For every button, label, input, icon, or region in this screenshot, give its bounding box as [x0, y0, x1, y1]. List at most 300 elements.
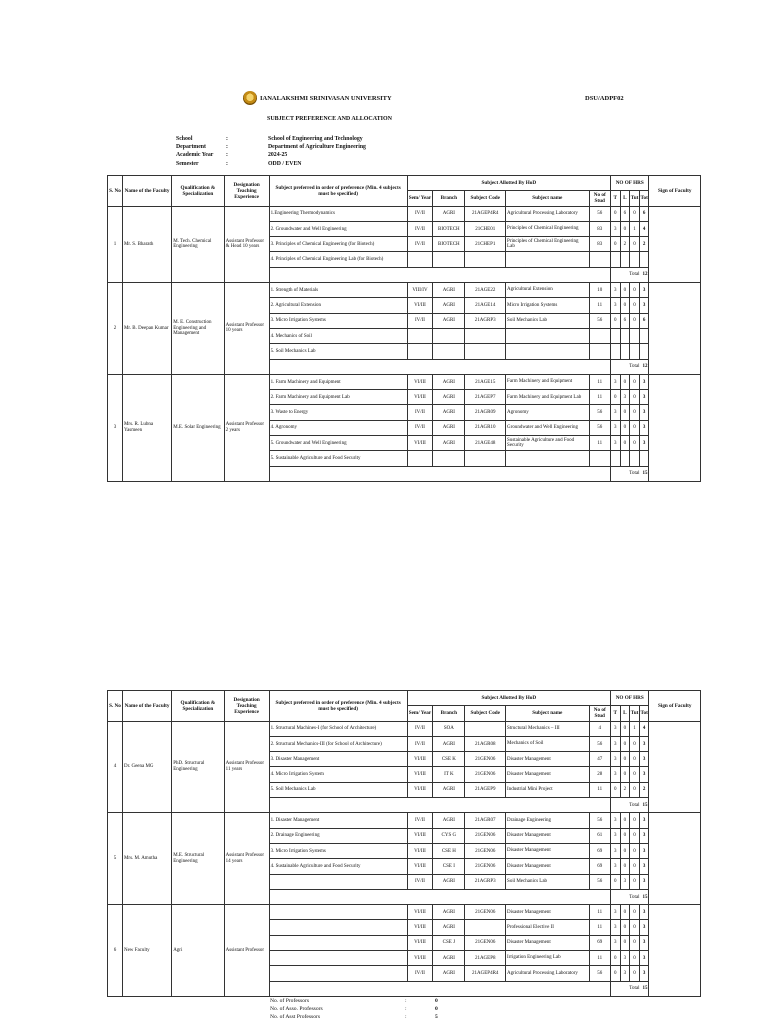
preferred-subject	[269, 951, 407, 966]
preferred-subject	[269, 905, 407, 920]
sem-year: VI/III	[407, 828, 433, 843]
header-row	[108, 691, 701, 706]
subject-name: Structural Mechanics – III	[506, 721, 589, 736]
subject-name: Irrigation Engineering Lab	[506, 951, 589, 966]
hrs-tut: 0	[629, 421, 639, 435]
hrs-tut: 0	[629, 813, 639, 827]
no-of-students: 69	[589, 859, 610, 874]
summary-value: 5	[435, 1014, 438, 1020]
total-label: Total	[629, 471, 640, 477]
subject-name	[506, 344, 589, 359]
faculty-sno: 1	[108, 206, 123, 282]
hrs-values	[611, 905, 649, 919]
subject-name: Principles of Chemical Engineering Lab	[506, 237, 589, 252]
hrs-tot: 3	[639, 813, 649, 827]
branch: AGRI	[433, 436, 465, 451]
hrs-cell	[610, 221, 649, 236]
col-subject-name: Subject name	[506, 191, 589, 206]
hrs-l: 0	[620, 859, 630, 873]
faculty-name: Mrs. M. Amutha	[122, 813, 171, 905]
sem-year: IV/II	[407, 813, 433, 828]
subject-name: Soil Mechanics Lab	[506, 313, 589, 328]
no-of-students: 11	[589, 390, 610, 405]
no-of-students	[589, 451, 610, 466]
hrs-values	[611, 737, 649, 751]
hrs-t	[611, 329, 620, 343]
hrs-tot: 3	[639, 920, 649, 934]
col-designation: Designation Teaching Experience	[224, 691, 269, 722]
preferred-subject: 3. Micro Irrigation Systems	[269, 843, 407, 858]
summary-label: No. of Asso. Professors	[270, 1006, 323, 1012]
branch: AGRI	[433, 374, 465, 389]
hrs-values	[611, 966, 649, 980]
hrs-values	[611, 936, 649, 950]
hrs-t: 3	[614, 379, 617, 385]
subject-code: 21AGR09	[465, 405, 506, 420]
no-of-students: 69	[589, 935, 610, 950]
col-preference: Subject preferred in order of preference (Min. 4 subjects must be specified)	[269, 691, 407, 722]
subject-code: 21GEN06	[465, 843, 506, 858]
subject-name: Professional Elective II	[506, 920, 589, 935]
hrs-values	[611, 314, 649, 328]
hrs-l: 6	[620, 207, 630, 221]
hrs-tot: 2	[639, 237, 649, 251]
branch: CSE K	[433, 752, 465, 767]
faculty-signature	[649, 813, 701, 905]
sem-year: VIII/IV	[407, 283, 433, 298]
summary-label: No. of Professors	[270, 998, 309, 1004]
summary-colon: :	[405, 1014, 407, 1020]
preferred-subject: 3. Waste to Energy	[269, 405, 407, 420]
col-hrs-breakdown	[610, 706, 649, 721]
hrs-t: 0	[614, 970, 617, 976]
hrs-t: 3	[614, 909, 617, 915]
faculty-designation: Assistant Professor	[224, 905, 269, 997]
hrs-values	[611, 252, 649, 266]
faculty-signature	[649, 905, 701, 997]
no-of-students: 69	[589, 843, 610, 858]
preferred-subject: 2. Agricultural Extension	[269, 298, 407, 313]
hrs-values	[611, 436, 649, 450]
hrs-cell	[610, 436, 649, 451]
hrs-tut: 1	[629, 722, 639, 736]
preferred-subject: 3. Disaster Management	[269, 752, 407, 767]
hrs-tut: 0	[629, 905, 639, 919]
hrs-l: 0	[620, 813, 630, 827]
col-sno: S. No	[108, 691, 123, 722]
hrs-tot: 3	[639, 951, 649, 965]
hrs-tut: 0	[629, 920, 639, 934]
total-value: 15	[642, 986, 648, 992]
subject-code	[465, 721, 506, 736]
branch: AGRI	[433, 966, 465, 981]
hrs-values	[611, 451, 649, 465]
subject-code: 21AGEP8	[465, 951, 506, 966]
subject-code: 21AGEP9	[465, 782, 506, 797]
faculty-name: New Faculty	[122, 905, 171, 997]
info-value: School of Engineering and Technology	[268, 136, 363, 142]
hrs-tut: 0	[629, 829, 639, 843]
col-qualification: Qualification & Specialization	[172, 176, 224, 207]
table-row	[108, 374, 701, 389]
sem-year: VI/III	[407, 843, 433, 858]
hrs-breakdown	[611, 191, 649, 205]
branch: CYS G	[433, 828, 465, 843]
table-row	[108, 905, 701, 920]
summary-colon: :	[405, 1006, 407, 1012]
no-of-students: 11	[589, 920, 610, 935]
hrs-tut: 0	[629, 936, 639, 950]
info-colon: :	[226, 160, 228, 167]
hrs-cell	[610, 283, 649, 298]
hrs-tut: 0	[629, 844, 639, 858]
hrs-t: 0	[614, 241, 617, 247]
sem-year: VI/III	[407, 782, 433, 797]
hrs-tut: 0	[629, 875, 639, 889]
hrs-l: 0	[620, 905, 630, 919]
no-of-students	[589, 344, 610, 359]
subject-code	[465, 451, 506, 466]
hrs-tot: 3	[639, 390, 649, 404]
hrs-tot: 3	[639, 737, 649, 751]
hrs-l: 6	[620, 314, 630, 328]
preferred-subject: 1. Strength of Materials	[269, 283, 407, 298]
hrs-tot: 3	[639, 829, 649, 843]
total-value: 12	[642, 364, 648, 370]
hrs-values	[611, 722, 649, 736]
faculty-signature	[649, 283, 701, 375]
subject-name: Agricultural Processing Laboratory	[506, 206, 589, 221]
hrs-t: 3	[614, 833, 617, 839]
hrs-values	[611, 283, 649, 297]
document-code: DSU/ADPF02	[585, 95, 624, 102]
no-of-students: 61	[589, 828, 610, 843]
col-name: Name of the Faculty	[122, 176, 171, 207]
sem-year: VI/III	[407, 374, 433, 389]
hrs-tot	[639, 329, 649, 343]
total-label: Total	[629, 802, 640, 808]
sem-year: VI/III	[407, 935, 433, 950]
no-of-students	[589, 252, 610, 267]
preferred-subject: 4. Agronomy	[269, 420, 407, 435]
sem-year: IV/II	[407, 206, 433, 221]
sem-year: IV/II	[407, 420, 433, 435]
hrs-l: 0	[620, 737, 630, 751]
subject-code: 21AGR07	[465, 813, 506, 828]
col-code: Subject Code	[465, 706, 506, 721]
subject-code: 21GEN06	[465, 935, 506, 950]
subject-code: 21GEN06	[465, 905, 506, 920]
preferred-subject	[269, 920, 407, 935]
total-spacer	[269, 267, 610, 282]
no-of-students: 56	[589, 405, 610, 420]
summary-label: No. of Asst Professors	[270, 1014, 321, 1020]
subject-code: 21AGE48	[465, 436, 506, 451]
hrs-l: 2	[620, 237, 630, 251]
col-sign: Sign of Faculty	[649, 691, 701, 722]
hrs-cell	[610, 874, 649, 889]
hrs-t: 0	[614, 955, 617, 961]
summary-colon: :	[405, 998, 407, 1004]
hrs-values	[611, 844, 649, 858]
hrs-tut	[629, 252, 639, 266]
sem-year	[407, 451, 433, 466]
hrs-t: 0	[614, 787, 617, 793]
hrs-tot	[639, 252, 649, 266]
hrs-t: 3	[614, 303, 617, 309]
hrs-values	[611, 829, 649, 843]
sem-year	[407, 328, 433, 343]
faculty-designation: Assistant Professor 10 years	[224, 283, 269, 375]
hrs-cell	[610, 206, 649, 221]
document-title: SUBJECT PREFERENCE AND ALLOCATION	[267, 116, 392, 122]
total-cell	[610, 981, 649, 996]
hrs-l: 0	[620, 936, 630, 950]
subject-name: Drainage Engineering	[506, 813, 589, 828]
hrs-values	[611, 783, 649, 797]
sem-year: IV/II	[407, 313, 433, 328]
branch: AGRI	[433, 298, 465, 313]
allocation-table-2	[107, 690, 701, 997]
header-row	[108, 176, 701, 191]
preferred-subject: 2. Structural Mechanics-III (for School of Architecture)	[269, 736, 407, 751]
info-block	[176, 135, 366, 168]
subject-code: 21AGE15	[465, 374, 506, 389]
hrs-t: 0	[614, 211, 617, 217]
hrs-tut: 0	[629, 436, 639, 450]
hrs-tot: 6	[639, 314, 649, 328]
sem-year: VI/III	[407, 859, 433, 874]
sem-year: IV/II	[407, 874, 433, 889]
hrs-tut: 0	[629, 951, 639, 965]
subject-code: 21AGE14	[465, 298, 506, 313]
total-label: Total	[629, 894, 640, 900]
faculty-designation: Assistant Professor 11 years	[224, 721, 269, 813]
hrs-tut: 0	[629, 390, 639, 404]
hrs-tut: 1	[629, 222, 639, 236]
preferred-subject: 5. Soil Mechanics Lab	[269, 782, 407, 797]
hrs-tut: 0	[629, 752, 639, 766]
subject-code: 21GEN06	[465, 828, 506, 843]
hrs-values	[611, 951, 649, 965]
branch: BIOTECH	[433, 237, 465, 252]
faculty-name: Dr. Geena MG	[122, 721, 171, 813]
no-of-students: 4	[589, 721, 610, 736]
hrs-cell	[610, 767, 649, 782]
summary-value: 0	[435, 1006, 438, 1012]
total-cell	[610, 889, 649, 904]
hrs-t	[611, 344, 620, 358]
hrs-values	[611, 421, 649, 435]
total-cell	[610, 798, 649, 813]
hrs-tut: 0	[629, 783, 639, 797]
hrs-head-t: T	[613, 710, 618, 717]
col-designation: Designation Teaching Experience	[224, 176, 269, 207]
hrs-t: 0	[614, 394, 617, 400]
faculty-sno: 2	[108, 283, 123, 375]
col-code: Subject Code	[465, 191, 506, 206]
hrs-cell	[610, 951, 649, 966]
total-cell	[610, 466, 649, 481]
subject-name: Agronomy	[506, 405, 589, 420]
no-of-students: 11	[589, 905, 610, 920]
subject-code: 21AGEP4R4	[465, 966, 506, 981]
branch: AGRI	[433, 206, 465, 221]
col-hrs-breakdown	[610, 191, 649, 206]
hrs-tut: 0	[629, 966, 639, 980]
university-logo	[243, 91, 257, 105]
hrs-l: 0	[620, 436, 630, 450]
no-of-students: 56	[589, 313, 610, 328]
hrs-t: 3	[614, 848, 617, 854]
hrs-tot: 3	[639, 375, 649, 389]
sem-year	[407, 344, 433, 359]
preferred-subject: 1. Structural Machines-I (for School of Architecture)	[269, 721, 407, 736]
hrs-l: 0	[620, 722, 630, 736]
hrs-tot: 3	[639, 421, 649, 435]
total-cell	[610, 359, 649, 374]
hrs-l: 0	[620, 283, 630, 297]
subject-code: 21GEN06	[465, 767, 506, 782]
no-of-students: 47	[589, 752, 610, 767]
info-value: 2024-25	[268, 152, 288, 159]
preferred-subject: 4. Sustainable Agriculture and Food Security	[269, 859, 407, 874]
no-of-students: 56	[589, 874, 610, 889]
branch: CSE I	[433, 859, 465, 874]
hrs-t: 3	[614, 287, 617, 293]
info-key: Semester	[176, 160, 199, 167]
hrs-l: 0	[620, 844, 630, 858]
subject-code: 21AGR10	[465, 420, 506, 435]
col-sno: S. No	[108, 176, 123, 207]
hrs-t: 3	[614, 863, 617, 869]
col-no-of-hrs: NO OF HRS	[610, 176, 649, 191]
col-no-of-stud: No of Stud	[589, 706, 610, 721]
hrs-l: 0	[620, 920, 630, 934]
faculty-signature	[649, 206, 701, 282]
hrs-l: 0	[620, 405, 630, 419]
preferred-subject: 5. Sustainable Agriculture and Food Security	[269, 451, 407, 466]
hrs-cell	[610, 966, 649, 981]
hrs-head-l: L	[620, 191, 630, 205]
hrs-tot: 3	[639, 283, 649, 297]
hrs-tot: 3	[639, 875, 649, 889]
no-of-students: 28	[589, 767, 610, 782]
faculty-name: Mrs. R. Lubna Yasmeen	[122, 374, 171, 481]
subject-name: Farm Machinery and Equipment Lab	[506, 390, 589, 405]
total-value: 12	[642, 272, 648, 278]
faculty-qualification: M. Tech. Chemical Engineering	[172, 206, 224, 282]
hrs-values	[611, 375, 649, 389]
hrs-values	[611, 859, 649, 873]
sem-year: IV/II	[407, 721, 433, 736]
col-sem: Sem/ Year	[407, 706, 433, 721]
table-row	[108, 813, 701, 828]
hrs-cell	[610, 736, 649, 751]
hrs-tot: 4	[639, 222, 649, 236]
sem-year: IV/II	[407, 405, 433, 420]
col-branch: Branch	[433, 191, 465, 206]
hrs-cell	[610, 782, 649, 797]
faculty-qualification: Agri	[172, 905, 224, 997]
subject-name: Disaster Management	[506, 843, 589, 858]
no-of-students: 56	[589, 206, 610, 221]
sem-year: IV/II	[407, 966, 433, 981]
info-key: Academic Year	[176, 152, 214, 159]
university-name: IANALAKSHMI SRINIVASAN UNIVERSITY	[260, 95, 392, 102]
total-label: Total	[629, 272, 640, 278]
hrs-values	[611, 207, 649, 221]
sem-year: IV/II	[407, 221, 433, 236]
branch: CSE H	[433, 843, 465, 858]
total-spacer	[269, 798, 610, 813]
hrs-l	[620, 329, 630, 343]
hrs-cell	[610, 328, 649, 343]
info-key: School	[176, 136, 193, 142]
branch	[433, 344, 465, 359]
subject-code: 21AGEP4R4	[465, 206, 506, 221]
col-sign: Sign of Faculty	[649, 176, 701, 207]
subject-name: Groundwater and Well Engineering	[506, 420, 589, 435]
col-subject-name: Subject name	[506, 706, 589, 721]
hrs-head-tut: Tut	[629, 191, 639, 205]
total-spacer	[269, 466, 610, 481]
total-value: 15	[642, 802, 648, 808]
hrs-tut: 0	[629, 283, 639, 297]
total-label: Total	[629, 986, 640, 992]
hrs-values	[611, 920, 649, 934]
preferred-subject: 5. Groundwater and Well Engineering	[269, 436, 407, 451]
preferred-subject: 2. Farm Machinery and Equipment Lab	[269, 390, 407, 405]
no-of-students: 10	[589, 283, 610, 298]
branch: AGRI	[433, 874, 465, 889]
total-label: Total	[629, 364, 640, 370]
preferred-subject: 1. Farm Machinery and Equipment	[269, 374, 407, 389]
branch: AGRI	[433, 951, 465, 966]
hrs-tut: 0	[629, 207, 639, 221]
hrs-t: 3	[614, 741, 617, 747]
hrs-t: 3	[614, 410, 617, 416]
col-name: Name of the Faculty	[122, 691, 171, 722]
preferred-subject	[269, 874, 407, 889]
subject-name	[506, 451, 589, 466]
hrs-cell	[610, 252, 649, 267]
hrs-cell	[610, 420, 649, 435]
hrs-t: 3	[614, 425, 617, 431]
hrs-l: 3	[620, 966, 630, 980]
preferred-subject: 1.Engineering Thermodynamics	[269, 206, 407, 221]
branch: BIOTECH	[433, 221, 465, 236]
subject-code	[465, 920, 506, 935]
hrs-tut: 0	[629, 737, 639, 751]
hrs-l: 0	[620, 421, 630, 435]
hrs-tot	[639, 451, 649, 465]
hrs-values	[611, 813, 649, 827]
hrs-tut: 0	[629, 298, 639, 312]
hrs-l: 0	[620, 222, 630, 236]
faculty-designation: Assistant Professor & Head 10 years	[224, 206, 269, 282]
subject-code	[465, 252, 506, 267]
subject-code: 21GEN06	[465, 752, 506, 767]
total-spacer	[269, 359, 610, 374]
subject-name: Industrial Mini Project	[506, 782, 589, 797]
summary-footer	[270, 997, 438, 1021]
subject-code	[465, 328, 506, 343]
table-row	[108, 206, 701, 221]
hrs-values	[611, 767, 649, 781]
branch: AGRI	[433, 920, 465, 935]
hrs-cell	[610, 390, 649, 405]
